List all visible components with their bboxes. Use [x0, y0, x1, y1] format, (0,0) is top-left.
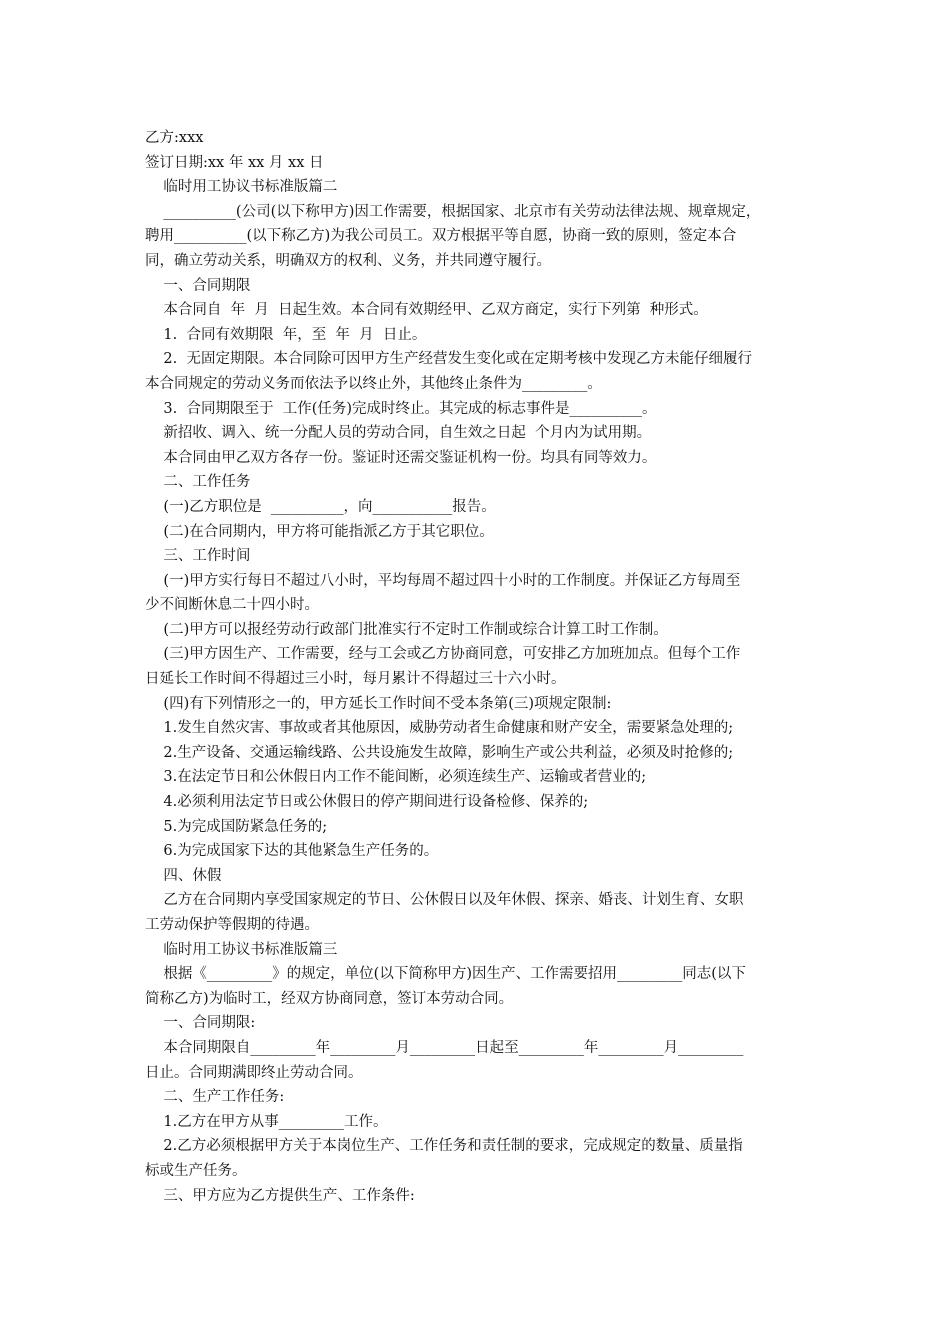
text-line: __________(公司(以下称甲方)因工作需要，根据国家、北京市有关劳动法律法规、规章规定，	[145, 203, 761, 220]
text-line: 1.乙方在甲方从事_________工作。	[145, 1113, 388, 1130]
text-line: 本合同规定的劳动义务而依法予以终止外，其他终止条件为_________。	[145, 375, 602, 392]
text-line: 日延长工作时间不得超过三小时，每月累计不得超过三十六小时。	[145, 671, 566, 688]
text-line: 根据《_________》的规定，单位(以下简称甲方)因生产、工作需要招用_________同志(以下	[145, 966, 746, 983]
text-line: 1.发生自然灾害、事故或者其他原因，威胁劳动者生命健康和财产安全，需要紧急处理的;	[145, 720, 734, 737]
text-line: 6.为完成国家下达的其他紧急生产任务的。	[145, 843, 439, 860]
text-line: 3.在法定节日和公休假日内工作不能间断，必须连续生产、运输或者营业的;	[145, 769, 647, 786]
text-line: 本合同自 年 月 日起生效。本合同有效期经甲、乙双方商定，实行下列第 种形式。	[145, 302, 708, 319]
text-line: 日止。合同期满即终止劳动合同。	[145, 1064, 363, 1081]
text-line: 2.生产设备、交通运输线路、公共设施发生故障，影响生产或公共利益，必须及时抢修的;	[145, 744, 734, 761]
text-line: 1. 合同有效期限 年，至 年 月 日止。	[145, 326, 427, 343]
text-line: 3. 合同期限至于 工作(任务)完成时终止。其完成的标志事件是__________。	[145, 400, 657, 417]
text-line: (一)乙方职位是 __________，向___________报告。	[145, 498, 496, 515]
text-line: 5.为完成国防紧急任务的;	[145, 818, 328, 835]
text-line: 本合同期限自_________年_________月_________日起至_________年_________月_________	[145, 1039, 744, 1056]
text-line: 工劳动保护等假期的待遇。	[145, 917, 319, 933]
text-line: 三、工作时间	[145, 548, 251, 565]
text-line: 临时用工协议书标准版篇二	[145, 179, 338, 196]
text-line: 临时用工协议书标准版篇三	[145, 941, 338, 958]
text-line: 聘用__________(以下称乙方)为我公司员工。双方根据平等自愿，协商一致的原则，签定本合	[145, 228, 737, 245]
text-line: 乙方在合同期内享受国家规定的节日、公休假日以及年休假、探亲、婚丧、计划生育、女职	[145, 892, 744, 909]
text-line: 二、生产工作任务:	[145, 1089, 285, 1106]
text-line: 乙方:xxx	[145, 130, 204, 146]
text-line: 新招收、调入、统一分配人员的劳动合同，自生效之日起 个月内为试用期。	[145, 425, 652, 442]
text-line: 标或生产任务。	[145, 1162, 247, 1179]
text-line: (二)甲方可以报经劳动行政部门批准实行不定时工作制或综合计算工时工作制。	[145, 621, 668, 638]
text-line: 同，确立劳动关系，明确双方的权利、义务，并共同遵守履行。	[145, 252, 551, 269]
text-line: 三、甲方应为乙方提供生产、工作条件:	[145, 1187, 415, 1204]
text-line: 2.乙方必须根据甲方关于本岗位生产、工作任务和责任制的要求，完成规定的数量、质量指	[145, 1138, 743, 1155]
document-body	[145, 126, 807, 1208]
text-line: 一、合同期限	[145, 277, 251, 294]
text-line: 一、合同期限:	[145, 1015, 256, 1032]
text-line: (三)甲方因生产、工作需要，经与工会或乙方协商同意，可安排乙方加班加点。但每个工作	[145, 646, 741, 663]
text-line: (一)甲方实行每日不超过八小时，平均每周不超过四十小时的工作制度。并保证乙方每周至	[145, 572, 741, 589]
text-line: (四)有下列情形之一的，甲方延长工作时间不受本条第(三)项规定限制:	[145, 695, 612, 712]
text-line: 少不间断休息二十四小时。	[145, 597, 319, 614]
text-line: (二)在合同期内，甲方将可能指派乙方于其它职位。	[145, 523, 494, 540]
text-line: 二、工作任务	[145, 474, 251, 491]
text-line: 4.必须利用法定节日或公休假日的停产期间进行设备检修、保养的;	[145, 794, 589, 811]
text-line: 本合同由甲乙双方各存一份。鉴证时还需交鉴证机构一份。均具有同等效力。	[145, 449, 657, 466]
text-line: 2. 无固定期限。本合同除可因甲方生产经营发生变化或在定期考核中发现乙方未能仔细履行	[145, 351, 752, 368]
text-line: 签订日期:xx 年 xx 月 xx 日	[145, 154, 324, 171]
text-line: 简称乙方)为临时工，经双方协商同意，签订本劳动合同。	[145, 990, 514, 1007]
text-line: 四、休假	[145, 867, 222, 884]
